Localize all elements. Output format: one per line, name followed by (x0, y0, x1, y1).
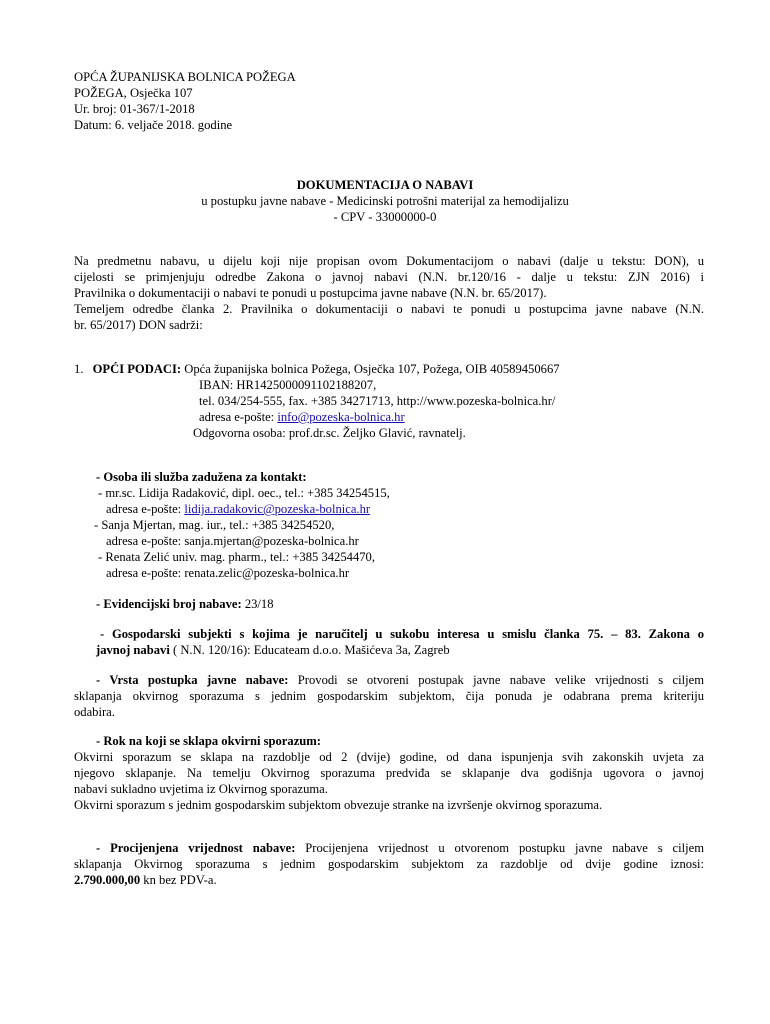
procedure-line-1: - Vrsta postupka javne nabave: Provodi se otvoreni postupak javne nabave velike vrijednosti s ciljem (96, 673, 704, 687)
contact-person-1-email (106, 501, 370, 517)
estimate-amount: 2.790.000,00 (74, 873, 141, 887)
hospital-address: POŽEGA, Osječka 107 (74, 86, 193, 100)
term-line-3: nabavi sukladno uvjetima iz Okvirnog sporazuma. (74, 782, 328, 796)
conflict-entity: ( N.N. 120/16): Educateam d.o.o. Mašićeva 3a, Zagreb (169, 643, 450, 657)
email-label: adresa e-pošte: (106, 502, 185, 516)
cpv-code: - CPV - 33000000-0 (333, 210, 437, 224)
term-heading: - Rok na koji se sklapa okvirni sporazum: (96, 734, 321, 748)
responsible-person: Odgovorna osoba: prof.dr.sc. Željko Glavić, ravnatelj. (193, 426, 466, 440)
intro-line-3: Pravilnika o dokumentaciji o nabavi te ponudi u postupcima javne nabave (N.N. br. 65/2017). (74, 286, 547, 300)
hospital-email-link[interactable]: info@pozeska-bolnica.hr (277, 410, 405, 424)
term-line-4: Okvirni sporazum s jednim gospodarskim subjektom obvezuje stranke na izvršenje okvirnog sporazuma. (74, 798, 603, 812)
contact-person-2-email: adresa e-pošte: sanja.mjertan@pozeska-bolnica.hr (106, 534, 359, 548)
term-line-1: Okvirni sporazum se sklapa na razdoblje od 2 (dvije) godine, od dana ispunjenja svih zakonskih uvjeta za (74, 750, 704, 764)
evidence-number (96, 596, 274, 612)
contact-person-2: - Sanja Mjertan, mag. iur., tel.: +385 34254520, (94, 518, 335, 532)
conflict-line-1: - Gospodarski subjekti s kojima je naručitelj u sukobu interesa u smislu članka 75. – 83. Zakona o (100, 627, 704, 641)
contact-person-3-email: adresa e-pošte: renata.zelic@pozeska-bolnica.hr (106, 566, 350, 580)
email-label: adresa e-pošte: (199, 410, 278, 424)
document-subtitle: u postupku javne nabave - Medicinski potrošni materijal za hemodijalizu (201, 194, 569, 208)
hospital-name: OPĆA ŽUPANIJSKA BOLNICA POŽEGA (74, 70, 296, 84)
contact-person-3: - Renata Zelić univ. mag. pharm., tel.: +385 34254470, (98, 550, 375, 564)
conflict-line-2 (96, 642, 450, 658)
document-date: Datum: 6. veljače 2018. godine (74, 118, 233, 132)
estimate-line-1: - Procijenjena vrijednost nabave: Procijenjena vrijednost u otvorenom postupku javne nabave s ciljem (96, 841, 704, 855)
reference-number: Ur. broj: 01-367/1-2018 (74, 102, 195, 116)
intro-line-2: cijelosti se primjenjuju odredbe Zakona o javnoj nabavi (N.N. br.120/16 - dalje u tekstu: ZJN 2016) i (74, 270, 704, 284)
procedure-line-2: sklapanja okvirnog sporazuma s jednim gospodarskim subjektom, čija ponuda je odabrana prema kriteriju (74, 689, 704, 703)
procedure-line-3: odabira. (74, 705, 115, 719)
conflict-law: javnoj nabavi (96, 643, 170, 657)
procedure-label: - Vrsta postupka javne nabave: (96, 673, 289, 687)
general-data-line (74, 361, 560, 377)
general-data-value: Opća županijska bolnica Požega, Osječka 107, Požega, OIB 40589450667 (181, 362, 560, 376)
estimate-label: - Procijenjena vrijednost nabave: (96, 841, 296, 855)
section-number: 1. (74, 362, 84, 376)
intro-line-1: Na predmetnu nabavu, u dijelu koji nije propisan ovom Dokumentacijom o nabavi (dalje u tekstu: DON), u (74, 254, 704, 268)
estimate-currency: kn bez PDV-a. (140, 873, 217, 887)
iban: IBAN: HR1425000091102188207, (199, 378, 377, 392)
document-title: DOKUMENTACIJA O NABAVI (296, 178, 474, 192)
email-line (199, 409, 405, 425)
intro-line-5: br. 65/2017) DON sadrži: (74, 318, 203, 332)
evidence-label: - Evidencijski broj nabave: (96, 597, 242, 611)
term-line-2: njegovo sklapanje. Na temelju Okvirnog sporazuma predviđa se sklapanje dva godišnja ugovora o javnoj (74, 766, 704, 780)
general-data-label: OPĆI PODACI: (92, 362, 182, 376)
contact-heading: - Osoba ili služba zadužena za kontakt: (96, 470, 307, 484)
evidence-value: 23/18 (241, 597, 274, 611)
contact-email-link[interactable]: lidija.radakovic@pozeska-bolnica.hr (184, 502, 371, 516)
estimate-line-3 (74, 872, 217, 888)
phone-fax-web: tel. 034/254-555, fax. +385 34271713, http://www.pozeska-bolnica.hr/ (199, 394, 556, 408)
contact-person-1: - mr.sc. Lidija Radaković, dipl. oec., tel.: +385 34254515, (98, 486, 390, 500)
estimate-line-2: sklapanja Okvirnog sporazuma s jednim gospodarskim subjektom za razdoblje od dvije godine iznosi: (74, 857, 704, 871)
intro-line-4: Temeljem odredbe članka 2. Pravilnika o dokumentaciji o nabavi te ponudi u postupcima javne nabave (N.N. (74, 302, 704, 316)
